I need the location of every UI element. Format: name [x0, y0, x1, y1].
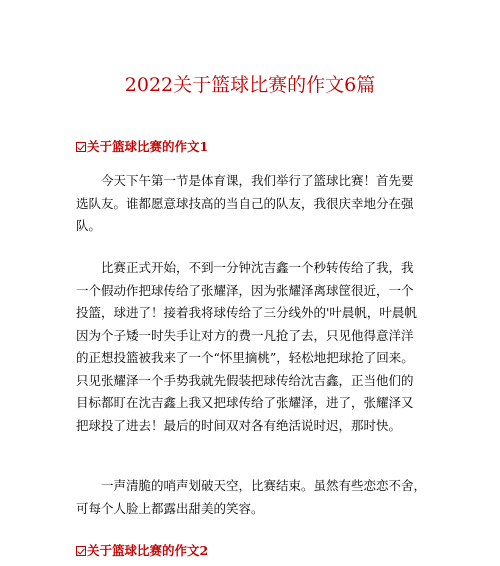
paragraph-line: 队。	[76, 218, 102, 233]
paragraph-line: 一个假动作把球传给了张耀泽，因为张耀泽离球筐很近，一个	[76, 282, 414, 298]
paragraph-line: 把球投了进去！最后的时间双对各有绝活说时迟，那时快。	[76, 417, 402, 433]
paragraph-line: 投篮，球进了！接着我将球传给了三分线外的'叶晨帆，叶晨帆	[76, 305, 417, 320]
paragraph-line: 只见张耀泽一个手势我就先假装把球传给沈吉鑫，正当他们的	[76, 372, 414, 388]
paragraph-line: 可每个人脸上都露出甜美的笑容。	[76, 500, 264, 516]
paragraph-line: 比赛正式开始，不到一分钟沈吉鑫一个秒转传给了我，我	[101, 260, 414, 275]
paragraph-2	[76, 257, 434, 437]
checkbox-checked-icon	[76, 142, 86, 152]
paragraph-line: 今天下午第一节是体育课，我们举行了篮球比赛！首先要	[101, 173, 414, 188]
paragraph-line: 目标都盯在沈吉鑫上我又把球传给了张耀泽，进了，张耀泽又	[76, 395, 414, 410]
paragraph-line: 选队友。谁都愿意球技高的当自己的队友，我很庆幸地分在强	[76, 195, 414, 211]
paragraph-1	[76, 170, 434, 238]
paragraph-line: 一声清脆的哨声划破天空，比赛结束。虽然有些恋恋不舍，	[101, 478, 427, 493]
section-heading-text: 关于篮球比赛的作文1	[87, 139, 209, 154]
section-heading-2	[76, 541, 208, 559]
section-heading-1	[76, 137, 208, 155]
section-heading-text: 关于篮球比赛的作文2	[87, 543, 209, 558]
paragraph-line: 因为个子矮一时失手让对方的费一凡抢了去，只见他得意洋洋	[76, 327, 414, 343]
checkbox-checked-icon	[76, 546, 86, 556]
paragraph-line: 的正想投篮被我来了一个“怀里摘桃”，轻松地把球抢了回来。	[76, 350, 414, 365]
document-title: 2022关于篮球比赛的作文6篇	[124, 74, 376, 96]
paragraph-3	[76, 475, 434, 520]
